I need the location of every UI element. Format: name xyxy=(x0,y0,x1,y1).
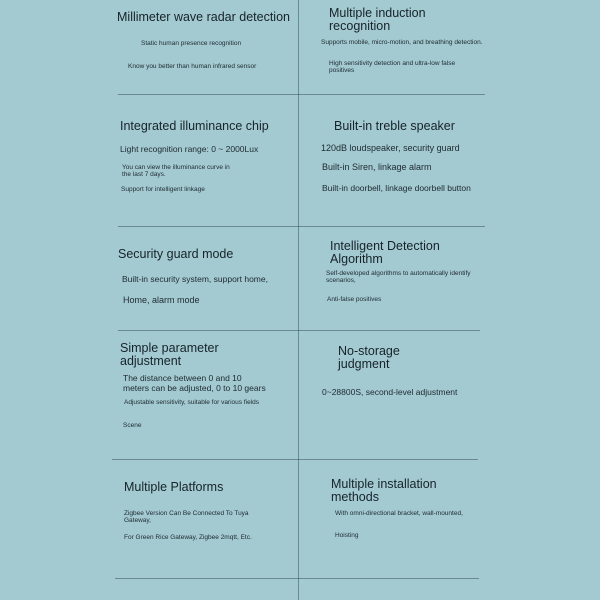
feature-line: Built-in Siren, linkage alarm xyxy=(322,162,432,172)
feature-line: Built-in security system, support home, xyxy=(122,274,268,284)
feature-line: Supports mobile, micro-motion, and breathing detection. xyxy=(321,39,483,46)
row-divider-5 xyxy=(115,578,479,579)
feature-line: Static human presence recognition xyxy=(141,40,242,47)
feature-title: Simple parameter adjustment xyxy=(120,341,219,368)
feature-line: Built-in doorbell, linkage doorbell button xyxy=(322,183,471,193)
feature-title: Security guard mode xyxy=(118,247,234,261)
feature-line: 0~28800S, second-level adjustment xyxy=(322,387,458,397)
feature-line: Self-developed algorithms to automatically identify scenarios, xyxy=(326,270,471,284)
feature-line: Anti-false positives xyxy=(327,296,382,303)
feature-line: For Green Rice Gateway, Zigbee 2mqtt, Etc. xyxy=(124,534,252,541)
row-divider-4 xyxy=(112,459,478,460)
feature-title: Intelligent Detection Algorithm xyxy=(330,239,440,266)
feature-title: Integrated illuminance chip xyxy=(120,119,269,133)
feature-line: 120dB loudspeaker, security guard xyxy=(321,143,460,153)
feature-line: Know you better than human infrared sensor xyxy=(128,63,257,70)
feature-title: Built-in treble speaker xyxy=(334,119,455,133)
feature-line: Zigbee Version Can Be Connected To Tuya Gateway, xyxy=(124,510,249,524)
feature-title: Multiple Platforms xyxy=(124,480,224,494)
feature-line: Home, alarm mode xyxy=(123,295,200,305)
feature-line: High sensitivity detection and ultra-low false positives xyxy=(329,60,456,74)
feature-line: Adjustable sensitivity, suitable for various fields xyxy=(124,399,259,406)
feature-line: Light recognition range: 0 ~ 2000Lux xyxy=(120,144,259,154)
feature-title: No-storage judgment xyxy=(338,344,400,371)
feature-title: Millimeter wave radar detection xyxy=(117,10,290,24)
feature-line: With omni-directional bracket, wall-mounted, xyxy=(335,510,463,517)
feature-line: Hoisting xyxy=(335,532,359,539)
feature-line: The distance between 0 and 10 meters can be adjusted, 0 to 10 gears xyxy=(123,373,266,393)
feature-line: Scene xyxy=(123,422,142,429)
feature-line: You can view the illuminance curve in the last 7 days. xyxy=(122,164,230,178)
feature-title: Multiple installation methods xyxy=(331,477,437,504)
feature-line: Support for intelligent linkage xyxy=(121,186,205,193)
feature-title: Multiple induction recognition xyxy=(329,6,426,33)
vertical-divider xyxy=(298,0,299,600)
row-divider-2 xyxy=(118,226,485,227)
row-divider-3 xyxy=(118,330,480,331)
row-divider-1 xyxy=(118,94,485,95)
